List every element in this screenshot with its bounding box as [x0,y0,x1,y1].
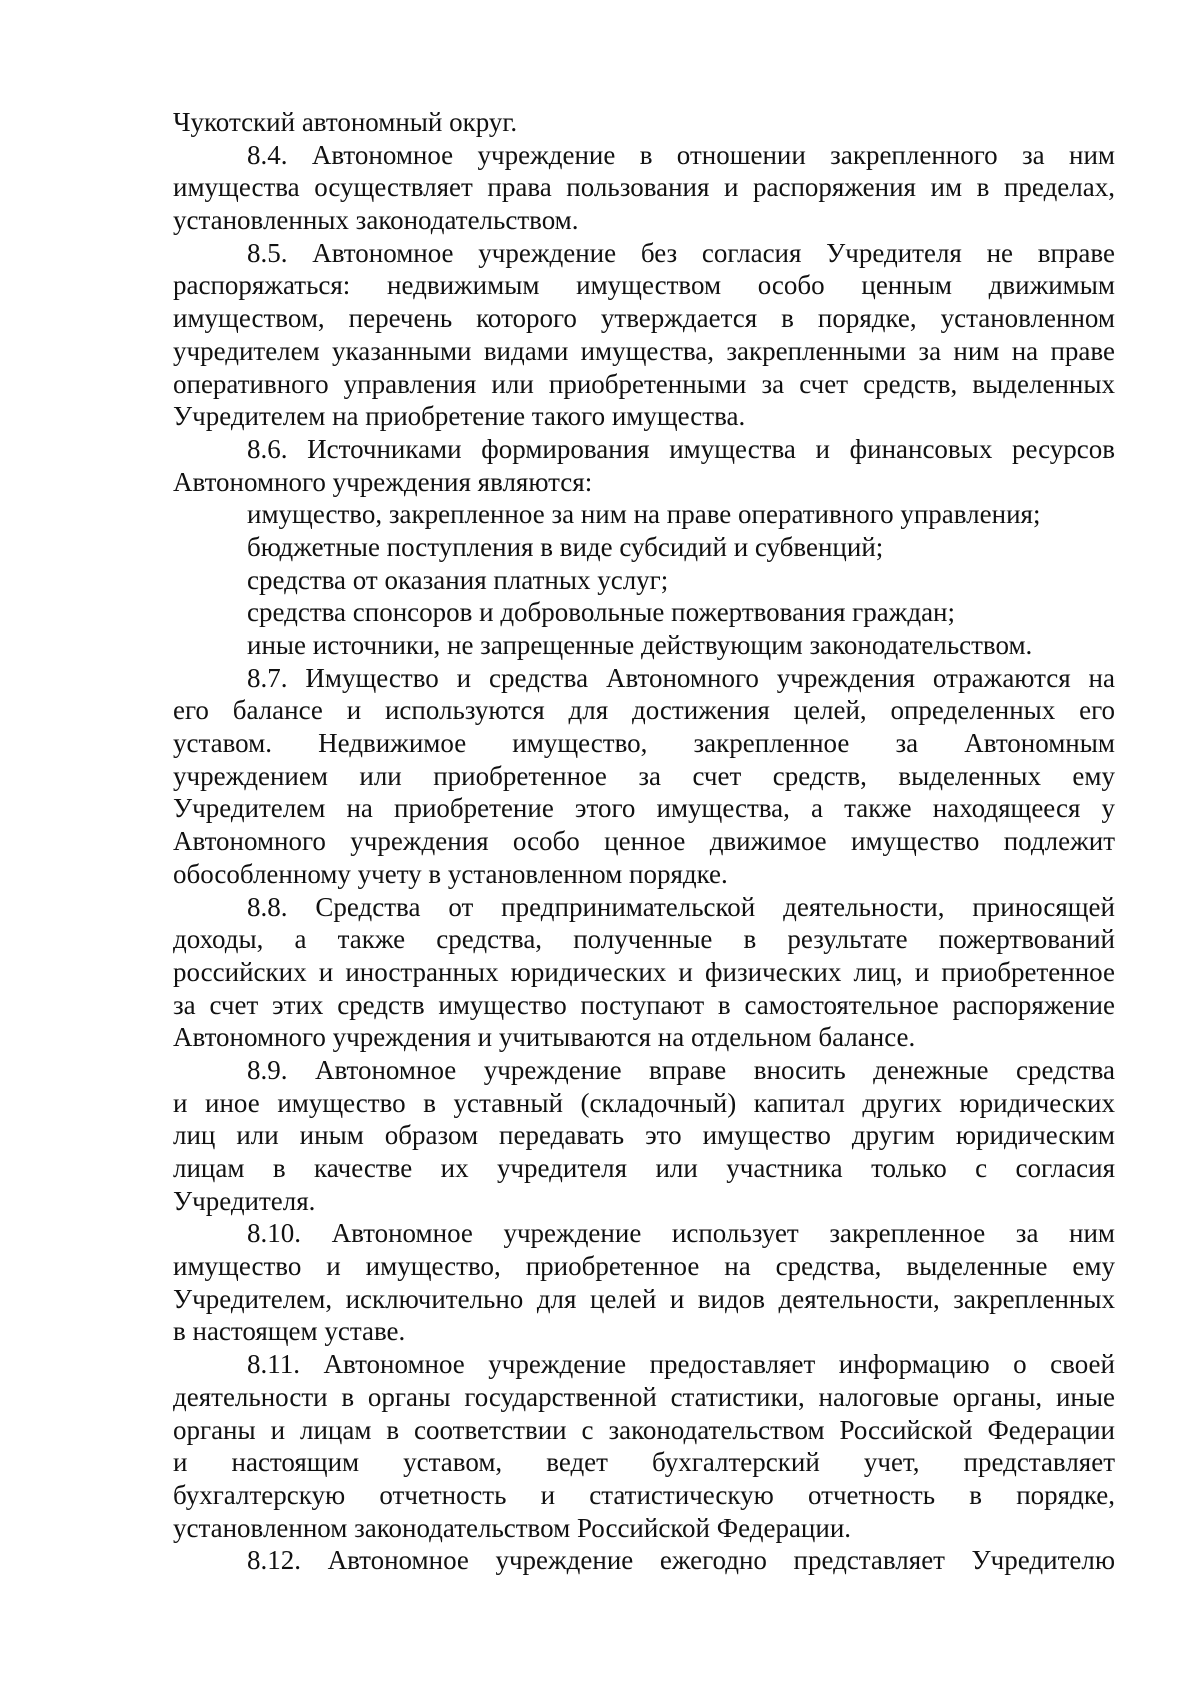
text-line: лицам в качестве их учредителя или участника только с согласия [173,1153,1115,1183]
text-line: 8.9. Автономное учреждение вправе вносить денежные средства [247,1054,1115,1085]
text-line: иные источники, не запрещенные действующим законодательством. [247,630,1033,660]
text-line: 8.5. Автономное учреждение без согласия Учредителя не вправе [247,237,1115,268]
text-line: 8.11. Автономное учреждение предоставляет информацию о своей [247,1349,1115,1380]
text-line: Учредителем на приобретение этого имущества, а также находящееся у [173,793,1115,824]
text-line: 8.7. Имущество и средства Автономного учреждения отражаются на [247,662,1115,693]
text-line: и настоящим уставом, ведет бухгалтерский учет, представляет [173,1447,1115,1478]
text-line: 8.8. Средства от предпринимательской деятельности, приносящей [247,891,1115,922]
text-line: его балансе и используются для достижения целей, определенных его [173,695,1115,726]
text-line: имущества осуществляет права пользования и распоряжения им в пределах, [173,172,1115,203]
text-line: Автономного учреждения являются: [173,466,593,497]
text-line: в настоящем уставе. [173,1316,406,1347]
text-line: средства спонсоров и добровольные пожертвования граждан; [247,597,956,628]
text-line: Автономного учреждения особо ценное движимое имущество подлежит [173,826,1115,857]
text-line: доходы, а также средства, полученные в результате пожертвований [173,924,1115,955]
text-line: российских и иностранных юридических и физических лиц, и приобретенное [173,956,1115,987]
text-line: Учредителем на приобретение такого имущества. [173,401,746,432]
text-line: Учредителя. [173,1185,316,1216]
text-line: деятельности в органы государственной статистики, налоговые органы, иные [173,1381,1115,1412]
text-line: распоряжаться: недвижимым имуществом особо ценным движимым [173,270,1115,301]
text-line: учреждением или приобретенное за счет средств, выделенных ему [173,760,1115,791]
text-line: Автономного учреждения и учитываются на отдельном балансе. [173,1022,916,1053]
text-line: лиц или иным образом передавать это имущество другим юридическим [173,1120,1115,1151]
text-line: имущество, закрепленное за ним на праве оперативного управления; [247,499,1041,530]
text-line: имуществом, перечень которого утверждается в порядке, установленном [173,303,1115,334]
text-line: обособленному учету в установленном порядке. [173,858,728,889]
text-line: установленном законодательством Российской Федерации. [173,1512,852,1543]
text-line: установленных законодательством. [173,205,579,236]
text-line: учредителем указанными видами имущества, закрепленными за ним на праве [173,335,1115,366]
text-line: Чукотский автономный округ. [173,107,518,137]
text-line: 8.6. Источниками формирования имущества и финансовых ресурсов [247,433,1115,464]
text-line: органы и лицам в соответствии с законодательством Российской Федерации [173,1414,1115,1445]
text-line: оперативного управления или приобретенными за счет средств, выделенных [173,368,1115,399]
text-line: 8.10. Автономное учреждение использует закрепленное за ним [247,1218,1115,1249]
text-line: средства от оказания платных услуг; [247,564,669,595]
text-line: бухгалтерскую отчетность и статистическую отчетность в порядке, [173,1479,1115,1510]
text-line: 8.12. Автономное учреждение ежегодно представляет Учредителю [247,1545,1115,1576]
text-line: Учредителем, исключительно для целей и видов деятельности, закрепленных [173,1283,1115,1314]
text-line: уставом. Недвижимое имущество, закрепленное за Автономным [173,728,1115,759]
document-page [173,106,1115,1577]
text-line: бюджетные поступления в виде субсидий и субвенций; [247,531,884,562]
text-line: имущество и имущество, приобретенное на средства, выделенные ему [173,1251,1115,1282]
text-line: за счет этих средств имущество поступают в самостоятельное распоряжение [173,989,1115,1020]
text-line: и иное имущество в уставный (складочный) капитал других юридических [173,1087,1115,1118]
text-line: 8.4. Автономное учреждение в отношении закрепленного за ним [247,139,1115,170]
